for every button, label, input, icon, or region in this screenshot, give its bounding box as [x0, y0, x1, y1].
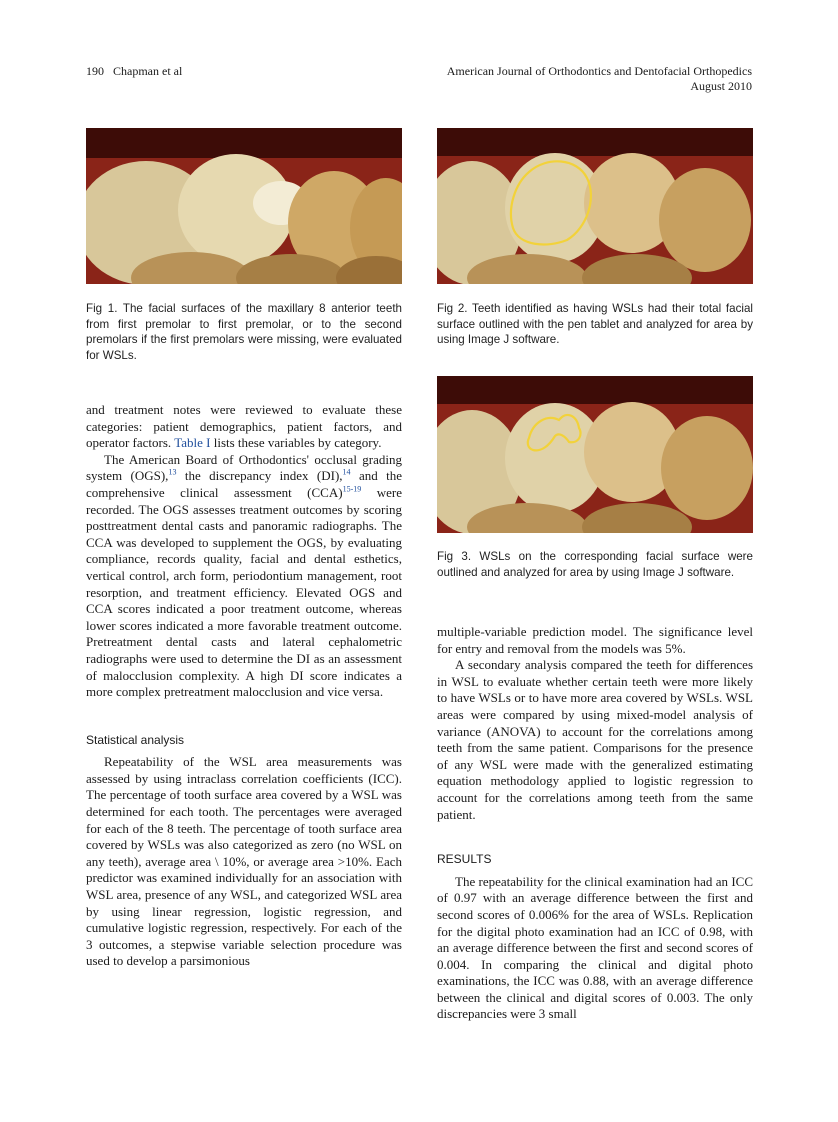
figure-3-photo — [437, 376, 753, 533]
figure-1-photo — [86, 128, 402, 284]
issue-date: August 2010 — [690, 79, 752, 93]
running-authors: Chapman et al — [113, 64, 183, 78]
paragraph: The American Board of Orthodontics' occlusal grading system (OGS),$^{13}$ the discrepancy index (DI),$^{14}$ and the comprehensive clinical assessment (CCA)$^{15-19}$ were recorded. The OGS assesses treatment outcomes by scoring posttreatment dental casts and panoramic radiographs. The CCA was developed to supplement the OGS, by evaluating compliance, records quality, facial and dental esthetics, vertical control, arch form, periodontium management, root resorption, and treatment efficiency. Elevated OGS and CCA scores indicated a poor treatment outcome, whereas lower scores indicated a more favorable treatment outcome. Pretreatment dental casts and lateral cephalometric radiographs were used to determine the DI as an assessment of malocclusion complexity. A high DI score indicates a more complex pretreatment malocclusion and vice versa. — [86, 451, 403, 700]
running-header-left — [86, 64, 182, 79]
paragraph: and treatment notes were reviewed to evaluate these categories: patient demographics, patient factors, and operator factors. Table I lists these variables by category. — [86, 402, 402, 451]
paragraph: multiple-variable prediction model. The significance level for entry and removal from the models was 5%. — [437, 624, 753, 656]
reference-link[interactable]: 14 — [342, 468, 351, 478]
right-column — [437, 624, 753, 1023]
figure-3-caption: Fig 3. WSLs on the corresponding facial surface were outlined and analyzed for area by using Image J software. — [437, 550, 753, 579]
paragraph: Repeatability of the WSL area measurements was assessed by using intraclass correlation coefficients (ICC). The percentage of tooth surface area covered by a WSL was determined for each tooth. The percentages were averaged for each of the 8 teeth. The percentage of tooth surface area covered by WSLs was also categorized as zero (no WSL on any teeth), average area \ 10%, or average area >10%. Each predictor was examined individually for an association with WSL area, presence of any WSL, and categorized WSL area by using linear regression, logistic regression, and cumulative logistic regression, respectively. For each of the 3 outcomes, a stepwise variable selection procedure was used to develop a parsimonious — [86, 754, 402, 969]
paragraph: A secondary analysis compared the teeth for differences in WSL to evaluate whether certain teeth were more likely to have WSLs or to have more area covered by WSLs. WSL areas were compared by using mixed-model analysis of variance (ANOVA) to account for the correlations among teeth from the same patient. Comparisons for the presence of any WSL were made with the generalized estimating equation methodology applied to logistic regression to account for the correlations among teeth from the same patient. — [437, 657, 753, 822]
reference-link[interactable]: 15-19 — [342, 484, 362, 494]
page-number: 190 — [86, 64, 104, 78]
left-column — [86, 402, 402, 970]
figure-1-caption: Fig 1. The facial surfaces of the maxillary 8 anterior teeth from first premolar to first premolar, or to the second premolars if the first premolars were missing, were evaluated for WSLs. — [86, 302, 402, 362]
figure-2-caption: Fig 2. Teeth identified as having WSLs had their total facial surface outlined with the pen tablet and analyzed for area by using Image J software. — [437, 302, 753, 347]
table-1-link[interactable]: Table I — [174, 435, 211, 451]
journal-title: American Journal of Orthodontics and Dentofacial Orthopedics — [446, 64, 752, 78]
section-heading-statistical-analysis: Statistical analysis — [86, 732, 185, 747]
reference-link[interactable]: 13 — [168, 468, 177, 478]
running-header-right — [447, 64, 752, 94]
paragraph: The repeatability for the clinical examination had an ICC of 0.97 with an average difference between the first and second scores of 0.006% for the area of WSLs. Replication for the digital photo examination had an ICC of 0.98, with an average difference between the first and second scores of 0.004. In comparing the clinical and digital photo examinations, the ICC was 0.88, with an average difference between the clinical and digital scores of 0.003. The only discrepancies were 3 small — [437, 873, 753, 1022]
figure-2-photo — [437, 128, 753, 284]
section-heading-results: RESULTS — [437, 852, 492, 867]
